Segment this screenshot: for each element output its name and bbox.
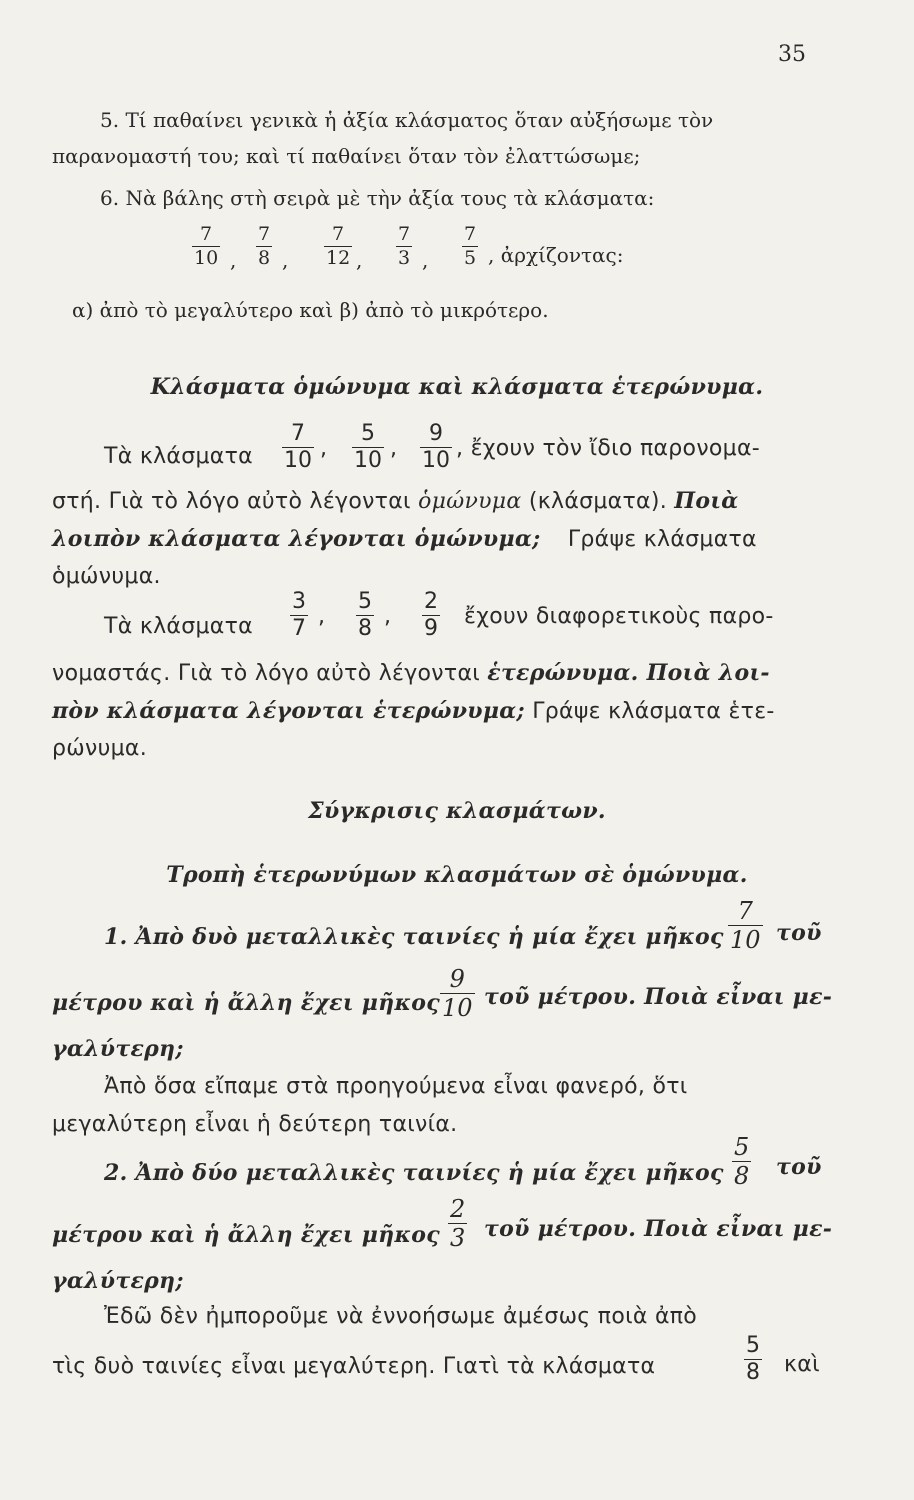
question-5-line1: 5. Τί παθαίνει γενικὰ ἡ ἀξία κλάσματος ὅταν αὐξήσωμε τὸν (100, 108, 714, 132)
answer-1-line2: μεγαλύτερη εἶναι ἡ δεύτερη ταινία. (52, 1112, 458, 1137)
comma: , (422, 248, 429, 272)
comma: , (356, 248, 363, 272)
fraction-5-8: 5 8 (358, 589, 372, 642)
example-2-line1: 2. Ἀπὸ δύο μεταλλικὲς ταινίες ἡ μία ἔχει μῆκος (104, 1160, 724, 1186)
answer-2-line2: τὶς δυὸ ταινίες εἶναι μεγαλύτερη. Γιατὶ τὰ κλάσματα (52, 1354, 656, 1379)
question-6-line3: α) ἀπὸ τὸ μεγαλύτερο καὶ β) ἀπὸ τὸ μικρότερο. (72, 298, 549, 322)
text: Γράψε κλάσματα (567, 527, 757, 552)
example-2-line2a: μέτρου καὶ ἡ ἄλλη ἔχει μῆκος (52, 1222, 440, 1248)
text: στή. Γιὰ τὸ λόγο αὐτὸ λέγονται (52, 489, 411, 514)
fraction-7-5: 7 5 (464, 223, 477, 269)
text: νομαστάς. Γιὰ τὸ λόγο αὐτὸ λέγονται (52, 661, 480, 686)
example-1-line3: γαλύτερη; (52, 1036, 184, 1062)
para1-lead: Τὰ κλάσματα (104, 444, 253, 469)
question-text: πὸν κλάσματα λέγονται ἑτερώνυμα; (52, 698, 525, 724)
answer-2-line1: Ἐδῶ δὲν ἠμποροῦμε νὰ ἐννοήσωμε ἀμέσως ποιὰ ἀπὸ (104, 1304, 698, 1329)
subheading-conversion: Τροπὴ ἑτερωνύμων κλασμάτων σὲ ὁμώνυμα. (166, 862, 748, 888)
fraction-5-8: 5 8 (734, 1133, 750, 1191)
example-2-line2b: τοῦ μέτρου. Ποιὰ εἶναι με- (484, 1216, 833, 1242)
term-heteronymous: ἑτερώνυμα. Ποιὰ λοι- (487, 660, 770, 686)
para2-line2 (52, 660, 770, 686)
answer-1-line1: Ἀπὸ ὅσα εἴπαμε στὰ προηγούμενα εἶναι φανερό, ὅτι (104, 1074, 688, 1099)
page-number: 35 (778, 42, 806, 67)
fraction-7-10: 7 10 (194, 223, 219, 269)
term-homonymous: ὁμώνυμα (418, 489, 522, 514)
example-1-line1-tail: τοῦ (776, 920, 822, 946)
para1-line4: ὁμώνυμα. (52, 564, 161, 589)
para2-lead: Τὰ κλάσματα (104, 614, 253, 639)
comma: , (320, 436, 328, 461)
example-2-line1-tail: τοῦ (776, 1154, 822, 1180)
example-1-line1: 1. Ἀπὸ δυὸ μεταλλικὲς ταινίες ἡ μία ἔχει μῆκος (104, 924, 724, 950)
fraction-3-7: 3 7 (292, 589, 306, 642)
question-text: Ποιὰ (674, 488, 739, 514)
comma: , (384, 604, 392, 629)
section-heading-homonymous: Κλάσματα ὁμώνυμα καὶ κλάσματα ἑτερώνυμα. (150, 374, 764, 400)
section-heading-comparison: Σύγκρισις κλασμάτων. (308, 798, 606, 824)
para2-line3 (52, 698, 775, 724)
question-text: λοιπὸν κλάσματα λέγονται ὁμώνυμα; (52, 526, 541, 552)
fraction-7-10: 7 10 (284, 421, 312, 474)
comma: , (318, 604, 326, 629)
fraction-9-10: 9 10 (442, 965, 473, 1023)
fraction-7-10: 7 10 (730, 897, 761, 955)
fraction-2-9: 2 9 (424, 589, 438, 642)
para1-line3 (52, 526, 757, 552)
answer-2-line2-tail: καὶ (784, 1352, 820, 1377)
fraction-7-12: 7 12 (326, 223, 351, 269)
question-6-line1: 6. Νὰ βάλης στὴ σειρὰ μὲ τὴν ἀξία τους τὰ κλάσματα: (100, 186, 655, 210)
text: Γράψε κλάσματα ἑτε- (532, 699, 775, 724)
comma: , (230, 248, 237, 272)
comma: , (390, 436, 398, 461)
fraction-7-3: 7 3 (398, 223, 411, 269)
example-1-line2a: μέτρου καὶ ἡ ἄλλη ἔχει μῆκος (52, 990, 440, 1016)
comma: , (282, 248, 289, 272)
para2-line4: ρώνυμα. (52, 736, 147, 761)
fraction-2-3: 2 3 (450, 1195, 466, 1253)
example-1-line2b: τοῦ μέτρου. Ποιὰ εἶναι με- (484, 984, 833, 1010)
para2-tail: ἔχουν διαφορετικοὺς παρο- (464, 604, 774, 629)
text: (κλάσματα). (528, 489, 667, 514)
fraction-7-8: 7 8 (258, 223, 271, 269)
fraction-5-8: 5 8 (746, 1333, 760, 1386)
example-2-line3: γαλύτερη; (52, 1268, 184, 1294)
fraction-9-10: 9 10 (422, 421, 450, 474)
para1-line2 (52, 488, 739, 514)
question-6-tail: , ἀρχίζοντας: (488, 243, 624, 267)
fraction-5-10: 5 10 (354, 421, 382, 474)
question-5-line2: παρανομαστή του; καὶ τί παθαίνει ὅταν τὸν ἐλαττώσωμε; (52, 144, 641, 168)
para1-tail: , ἔχουν τὸν ἴδιο παρονομα- (456, 436, 761, 461)
